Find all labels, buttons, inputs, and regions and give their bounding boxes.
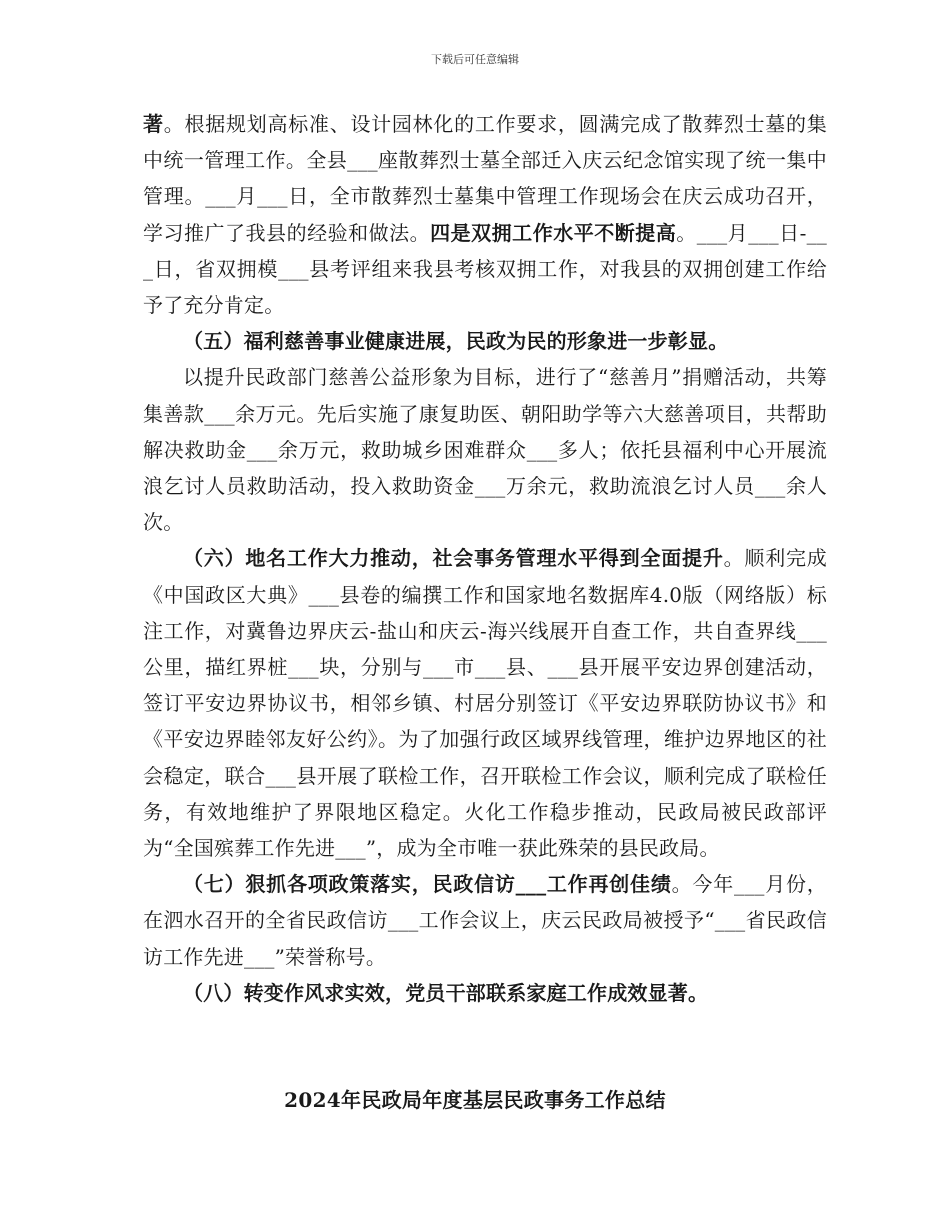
bold-text: 著 [143, 112, 164, 136]
document-body [143, 106, 827, 1011]
paragraph-place-names [143, 540, 827, 866]
paragraph-honors-and-double-support [143, 106, 827, 323]
section-heading-5: （五）福利慈善事业健康进展，民政为民的形象进一步彰显。 [183, 329, 729, 354]
bold-text: 四是双拥工作水平不断提高 [430, 220, 677, 245]
document-title: 2024年民政局年度基层民政事务工作总结 [284, 1088, 666, 1112]
page-header: 下载后可任意编辑 [431, 53, 519, 66]
paragraph-text: 。今年___月份，在泗水召开的全省民政信访___工作会议上，庆云民政局被授予“___省民政信访工作先进___”荣誉称号。 [143, 872, 827, 969]
paragraph-text: 。根据规划高标准、设计园林化的工作要求，圆满完成了散葬烈士墓的集中统一管理工作。全县___座散葬烈士墓全部迁入庆云纪念馆实现了统一集中管理。___月___日，全市散葬烈士墓集中管理工作现场会在庆云成功召开，学习推广了我县的经验和做法。 [143, 112, 827, 245]
section-heading-8: （八）转变作风求实效，党员干部联系家庭工作成效显著。 [183, 980, 709, 1005]
paragraph-petitions [143, 866, 827, 975]
paragraph-text: 。顺利完成《中国政区大典》___县卷的编撰工作和国家地名数据库4.0版（网络版）标注工作，对冀鲁边界庆云-盐山和庆云-海兴线展开自查工作，共自查界线___公里，描红界桩___块，分别与___市___县、___县开展平安边界创建活动，签订平安边界协议书，相邻乡镇、村居分别签订《平安边界联防协议书》和《平安边界睦邻友好公约》。为了加强行政区域界线管理，维护边界地区的社会稳定，联合___县开展了联检工作，召开联检工作会议，顺利完成了联检任务，有效地维护了界限地区稳定。火化工作稳步推动，民政局被民政部评为“全国殡葬工作先进___”，成为全市唯一获此殊荣的县民政局。 [143, 546, 827, 861]
paragraph-charity: 以提升民政部门慈善公益形象为目标，进行了“慈善月”捐赠活动，共筹集善款___余万元。先后实施了康复助医、朝阳助学等六大慈善项目，共帮助解决救助金___余万元，救助城乡困难群众___多人；依托县福利中心开展流浪乞讨人员救助活动，投入救助资金___万余元，救助流浪乞讨人员___余人次。 [143, 365, 827, 535]
section-heading-6: （六）地名工作大力推动，社会事务管理水平得到全面提升 [183, 546, 724, 571]
section-heading-7: （七）狠抓各项政策落实，民政信访___工作再创佳绩 [183, 872, 672, 897]
paragraph-text: 。___月___日-___日，省双拥模___县考评组来我县考核双拥工作，对我县的双拥创建工作给予了充分肯定。 [143, 220, 827, 318]
